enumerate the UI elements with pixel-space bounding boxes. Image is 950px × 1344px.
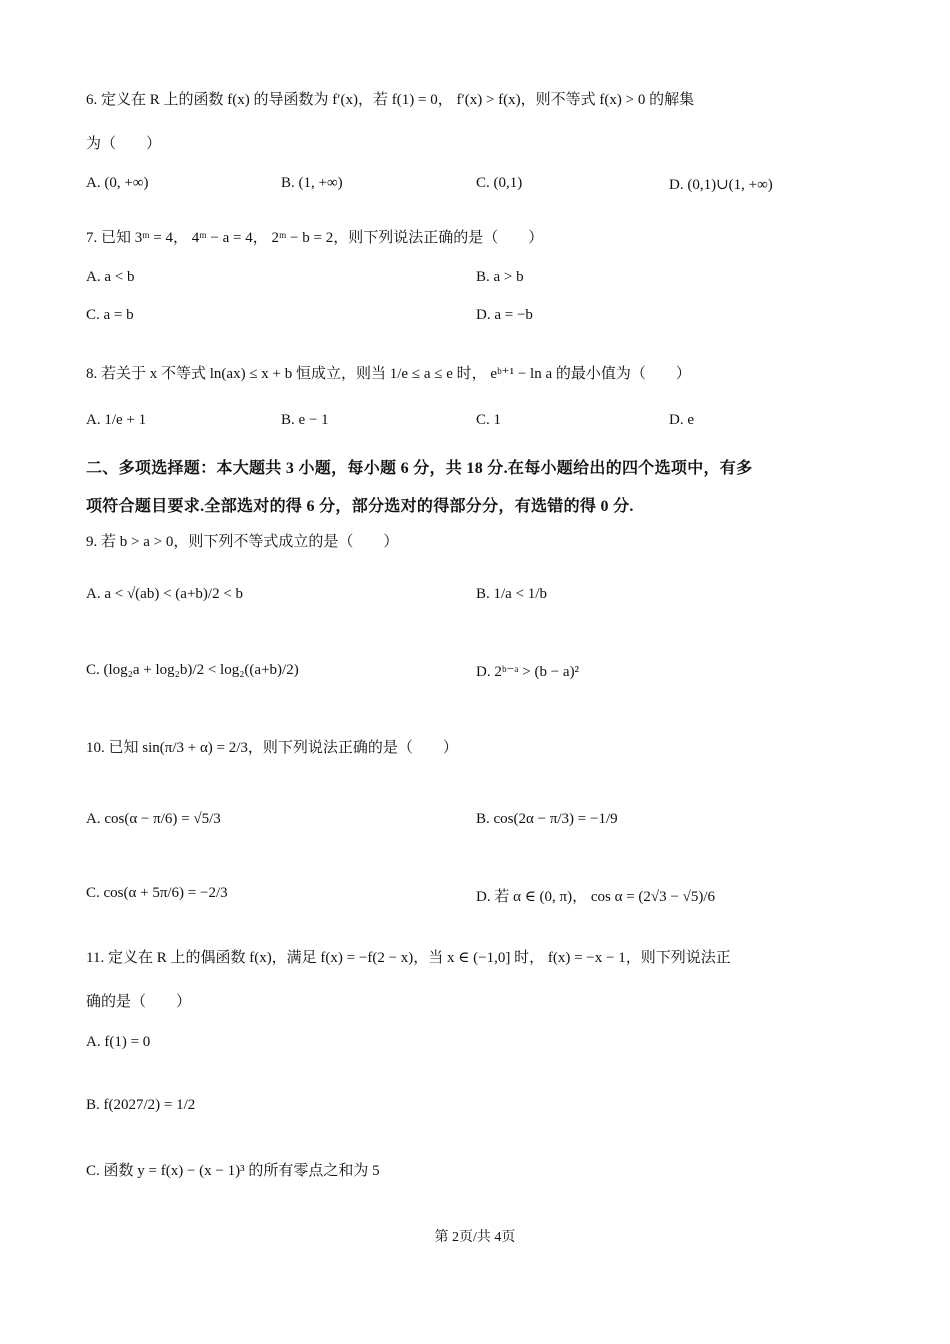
q7-option-d: D. a = −b	[476, 307, 533, 323]
q9-stem: 9. 若 b > a > 0，则下列不等式成立的是（ ）	[86, 534, 399, 550]
q10-option-b: B. cos(2α − π/3) = −1/9	[476, 811, 618, 827]
q11-option-c: C. 函数 y = f(x) − (x − 1)³ 的所有零点之和为 5	[86, 1163, 380, 1179]
section-2-line1: 二、多项选择题：本大题共 3 小题，每小题 6 分，共 18 分.在每小题给出的四个选项中，有多	[86, 460, 753, 477]
q6-stem-line2: 为（ ）	[86, 136, 162, 152]
q7-stem: 7. 已知 3ᵐ = 4， 4ᵐ − a = 4， 2ᵐ − b = 2，则下列说法正确的是（ ）	[86, 230, 544, 246]
q11-option-b: B. f(2027/2) = 1/2	[86, 1097, 196, 1113]
q9-option-a: A. a < √(ab) < (a+b)/2 < b	[86, 586, 244, 602]
q10-option-d: D. 若 α ∈ (0, π)， cos α = (2√3 − √5)/6	[476, 889, 716, 905]
q11-stem-line1: 11. 定义在 R 上的偶函数 f(x)，满足 f(x) = −f(2 − x)，当 x ∈ (−1,0] 时， f(x) = −x − 1，则下列说法正	[86, 950, 731, 966]
q11-option-a: A. f(1) = 0	[86, 1034, 151, 1050]
q6-option-a: A. (0, +∞)	[86, 175, 149, 191]
q7-option-a: A. a < b	[86, 269, 135, 285]
q6-option-d: D. (0,1)∪(1, +∞)	[669, 177, 773, 193]
q6-option-b: B. (1, +∞)	[281, 175, 343, 191]
q11-stem-line2: 确的是（ ）	[86, 994, 192, 1010]
q8-option-c: C. 1	[476, 412, 502, 428]
q10-stem: 10. 已知 sin(π/3 + α) = 2/3，则下列说法正确的是（ ）	[86, 740, 458, 756]
q10-option-c: C. cos(α + 5π/6) = −2/3	[86, 885, 228, 901]
q6-stem-line1: 6. 定义在 R 上的函数 f(x) 的导函数为 f′(x)，若 f(1) = 0， f′(x) > f(x)，则不等式 f(x) > 0 的解集	[86, 92, 695, 108]
q7-option-b: B. a > b	[476, 269, 524, 285]
q9-option-c: C. (log₂a + log₂b)/2 < log₂((a+b)/2)	[86, 662, 299, 678]
q10-option-a: A. cos(α − π/6) = √5/3	[86, 811, 221, 827]
q8-option-d: D. e	[669, 412, 694, 428]
q9-option-b: B. 1/a < 1/b	[476, 586, 547, 602]
q8-stem: 8. 若关于 x 不等式 ln(ax) ≤ x + b 恒成立，则当 1/e ≤ a ≤ e 时， eᵇ⁺¹ − ln a 的最小值为（ ）	[86, 366, 691, 382]
page-footer: 第 2页/共 4页	[434, 1230, 516, 1245]
q6-option-c: C. (0,1)	[476, 175, 523, 191]
q9-option-d: D. 2ᵇ⁻ᵃ > (b − a)²	[476, 664, 580, 680]
q7-option-c: C. a = b	[86, 307, 134, 323]
q8-option-a: A. 1/e + 1	[86, 412, 147, 428]
q8-option-b: B. e − 1	[281, 412, 329, 428]
section-2-line2: 项符合题目要求.全部选对的得 6 分，部分选对的得部分分，有选错的得 0 分.	[86, 498, 634, 515]
